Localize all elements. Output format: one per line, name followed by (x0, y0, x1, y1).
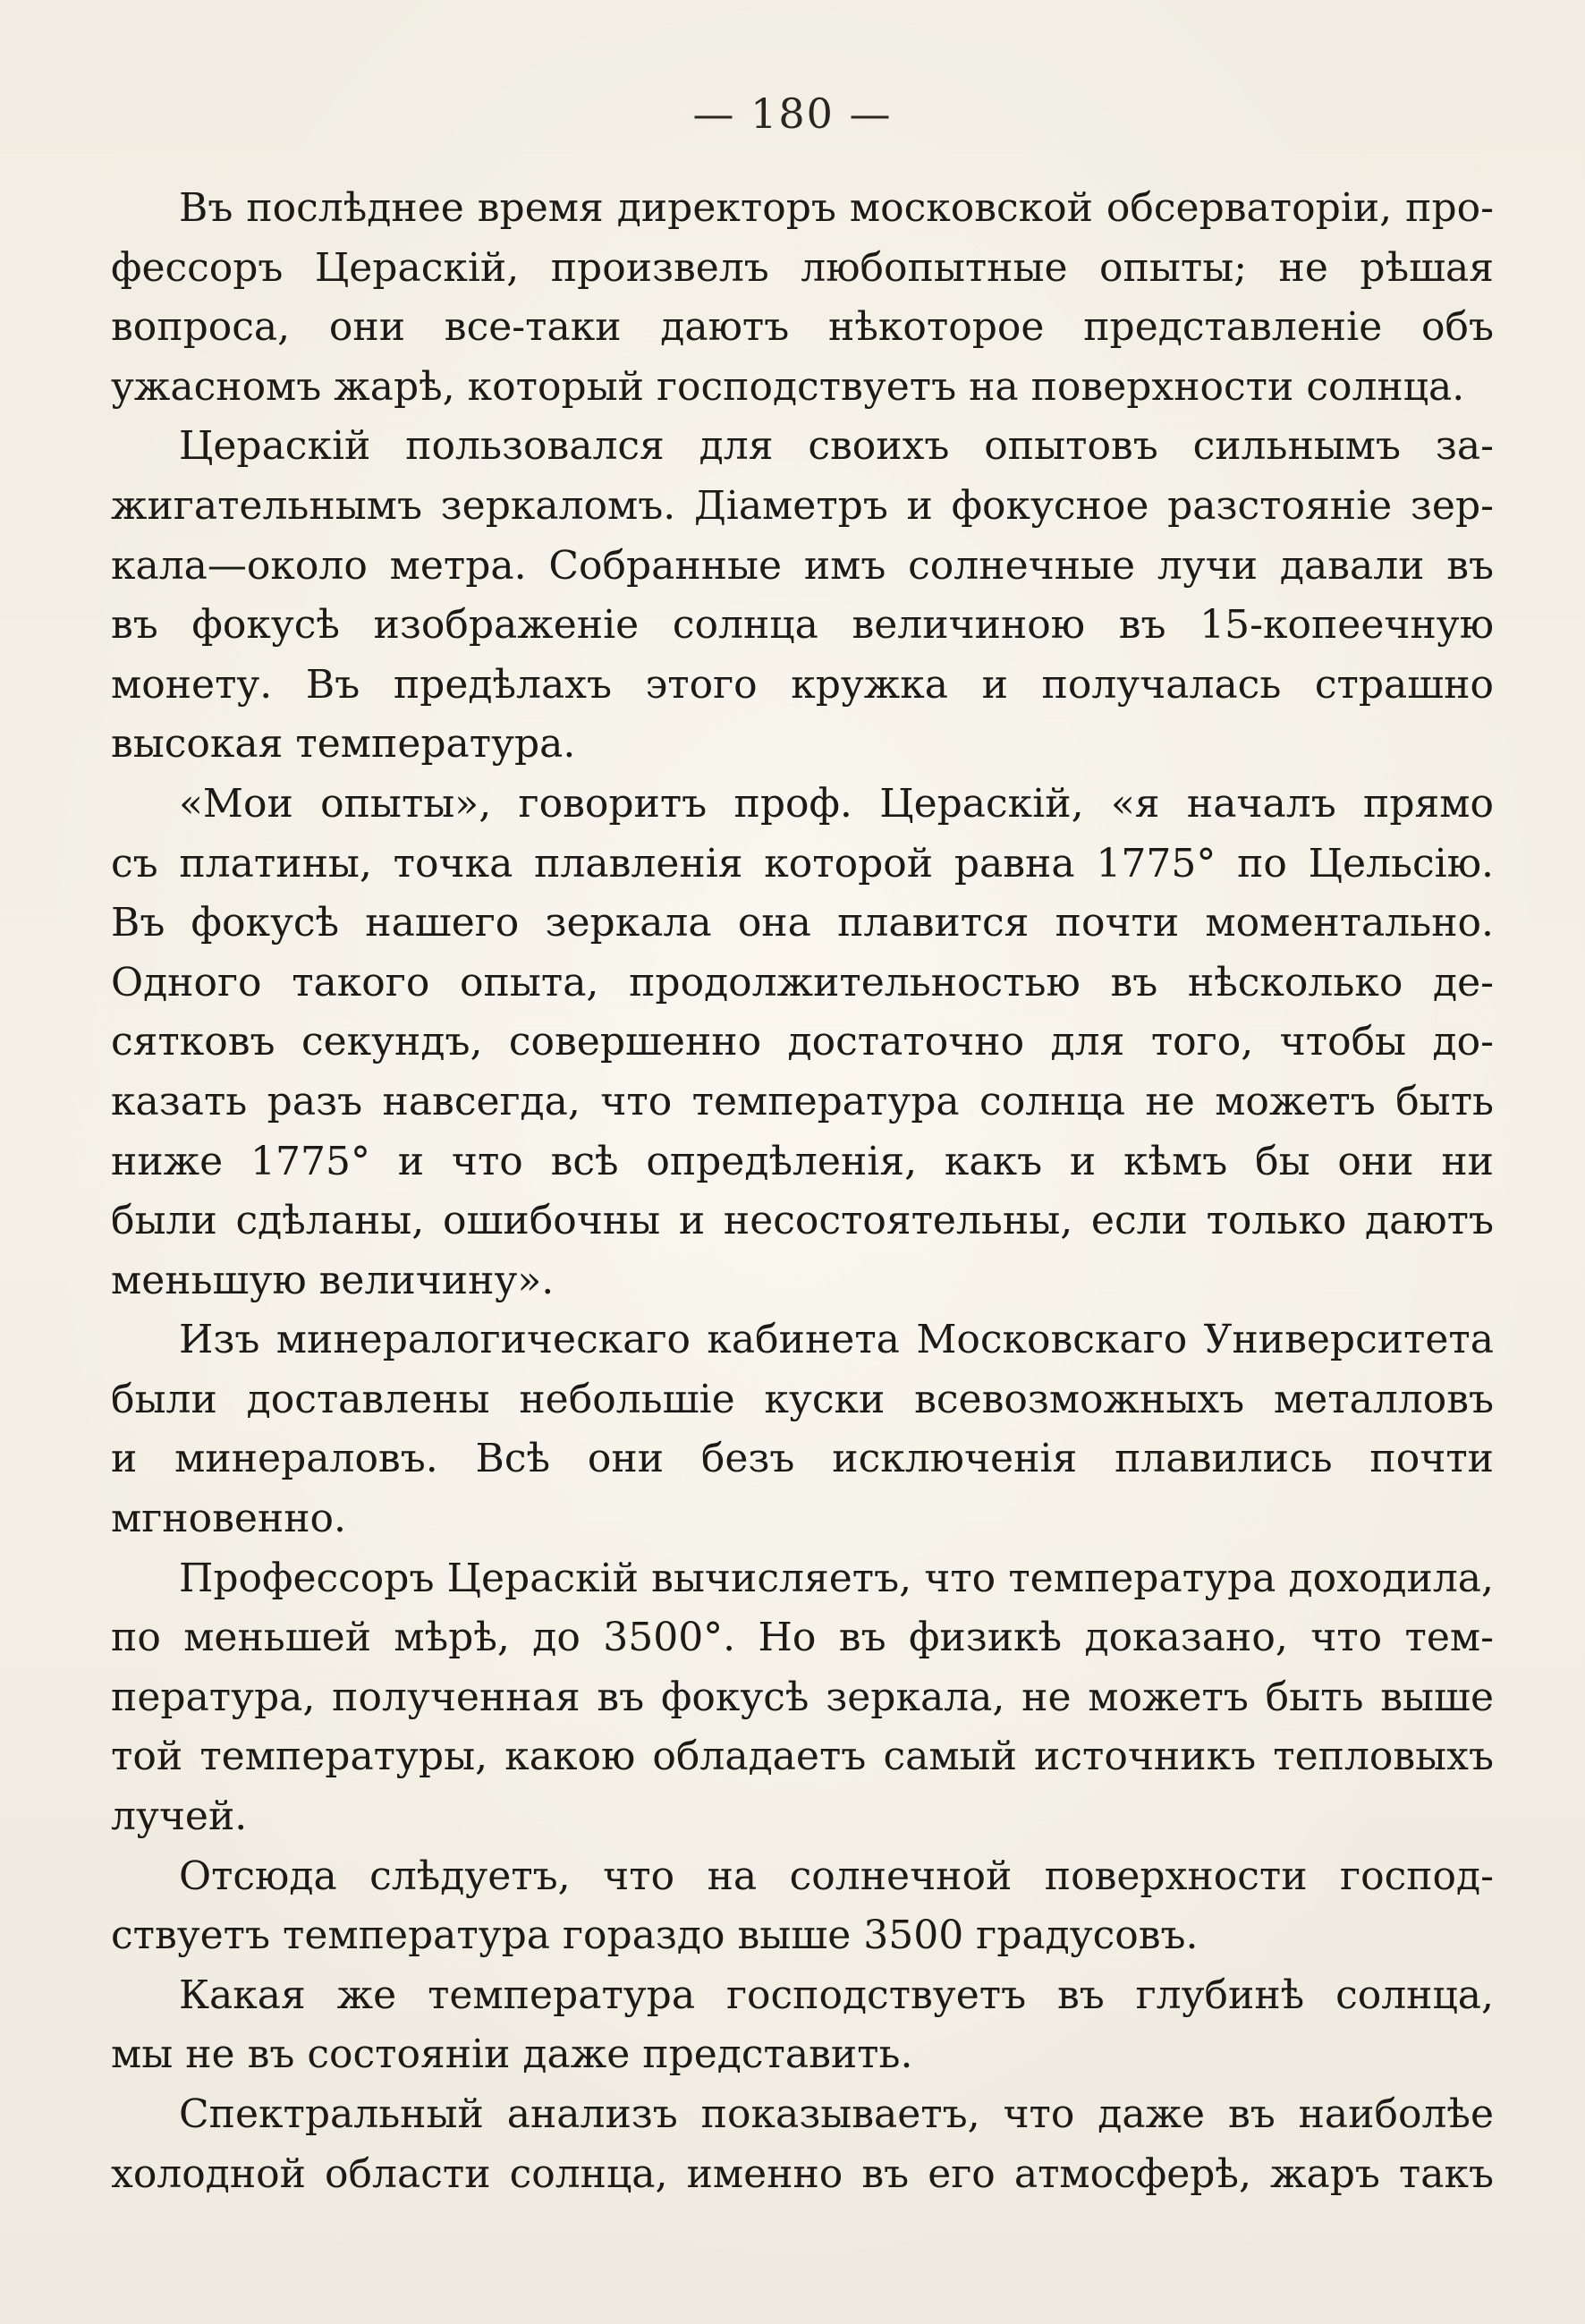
text-line: Профессоръ Цераскій вычисляетъ, что температура доходила, (179, 1555, 1494, 1601)
text-line: ствуетъ температура гораздо выше 3500 градусовъ. (111, 1913, 1199, 1959)
text-line: въ фокусѣ изображеніе солнца величиною въ 15-копеечную (111, 602, 1494, 649)
text-line: жигательнымъ зеркаломъ. Діаметръ и фокусное разстояніе зер- (111, 482, 1494, 529)
text-line: той температуры, какою обладаетъ самый источникъ тепловыхъ (111, 1734, 1494, 1780)
text-line: съ платины, точка плавленія которой равна 1775° по Цельсію. (111, 840, 1494, 886)
text-line: Цераскій пользовался для своихъ опытовъ сильнымъ за- (179, 423, 1494, 470)
text-line: казать разъ навсегда, что температура солнца не можетъ быть (111, 1078, 1494, 1124)
text-line: были доставлены небольшіе куски всевозможныхъ металловъ (111, 1376, 1494, 1422)
text-line: Въ фокусѣ нашего зеркала она плавится почти моментально. (111, 900, 1494, 946)
text-line: «Мои опыты», говоритъ проф. Цераскій, «я началъ прямо (179, 780, 1494, 827)
text-line: пература, полученная въ фокусѣ зеркала, не можетъ быть выше (111, 1674, 1494, 1720)
page-body-text (111, 179, 1494, 2204)
text-line: и минераловъ. Всѣ они безъ исключенія плавились почти (111, 1436, 1494, 1482)
text-line: монету. Въ предѣлахъ этого кружка и получалась страшно (111, 661, 1494, 708)
text-line: Изъ минералогическаго кабинета Московскаго Университета (179, 1317, 1494, 1363)
text-line: высокая температура. (111, 721, 576, 768)
text-line: мы не въ состояніи даже представить. (111, 2031, 913, 2078)
text-line: фессоръ Цераскій, произвелъ любопытные опыты; не рѣшая (111, 244, 1494, 291)
text-line: сятковъ секундъ, совершенно достаточно для того, чтобы до- (111, 1019, 1494, 1065)
text-line: ниже 1775° и что всѣ опредѣленія, какъ и кѣмъ бы они ни (111, 1138, 1494, 1184)
text-line: лучей. (111, 1794, 248, 1840)
text-line: Въ послѣднее время директоръ московской обсерваторіи, про- (179, 185, 1494, 231)
page-number: — 180 — (692, 89, 893, 138)
text-line: мгновенно. (111, 1496, 347, 1542)
text-line: Одного такого опыта, продолжительностью въ нѣсколько де- (111, 959, 1494, 1005)
text-line: вопроса, они все-таки даютъ нѣкоторое представленіе объ (111, 304, 1494, 351)
text-line: по меньшей мѣрѣ, до 3500°. Но въ физикѣ доказано, что тем- (111, 1615, 1494, 1661)
text-line: холодной области солнца, именно въ его атмосферѣ, жаръ такъ (111, 2150, 1494, 2197)
text-line: Отсюда слѣдуетъ, что на солнечной поверхности господ- (179, 1853, 1494, 1899)
text-line: были сдѣланы, ошибочны и несостоятельны, если только даютъ (111, 1198, 1494, 1244)
text-line: ужасномъ жарѣ, который господствуетъ на поверхности солнца. (111, 363, 1465, 410)
text-line: Спектральный анализъ показываетъ, что даже въ наиболѣе (179, 2091, 1494, 2137)
text-line: кала—около метра. Собранные имъ солнечные лучи давали въ (111, 542, 1494, 589)
text-line: Какая же температура господствуетъ въ глубинѣ солнца, (179, 1972, 1494, 2018)
text-line: меньшую величину». (111, 1257, 555, 1303)
